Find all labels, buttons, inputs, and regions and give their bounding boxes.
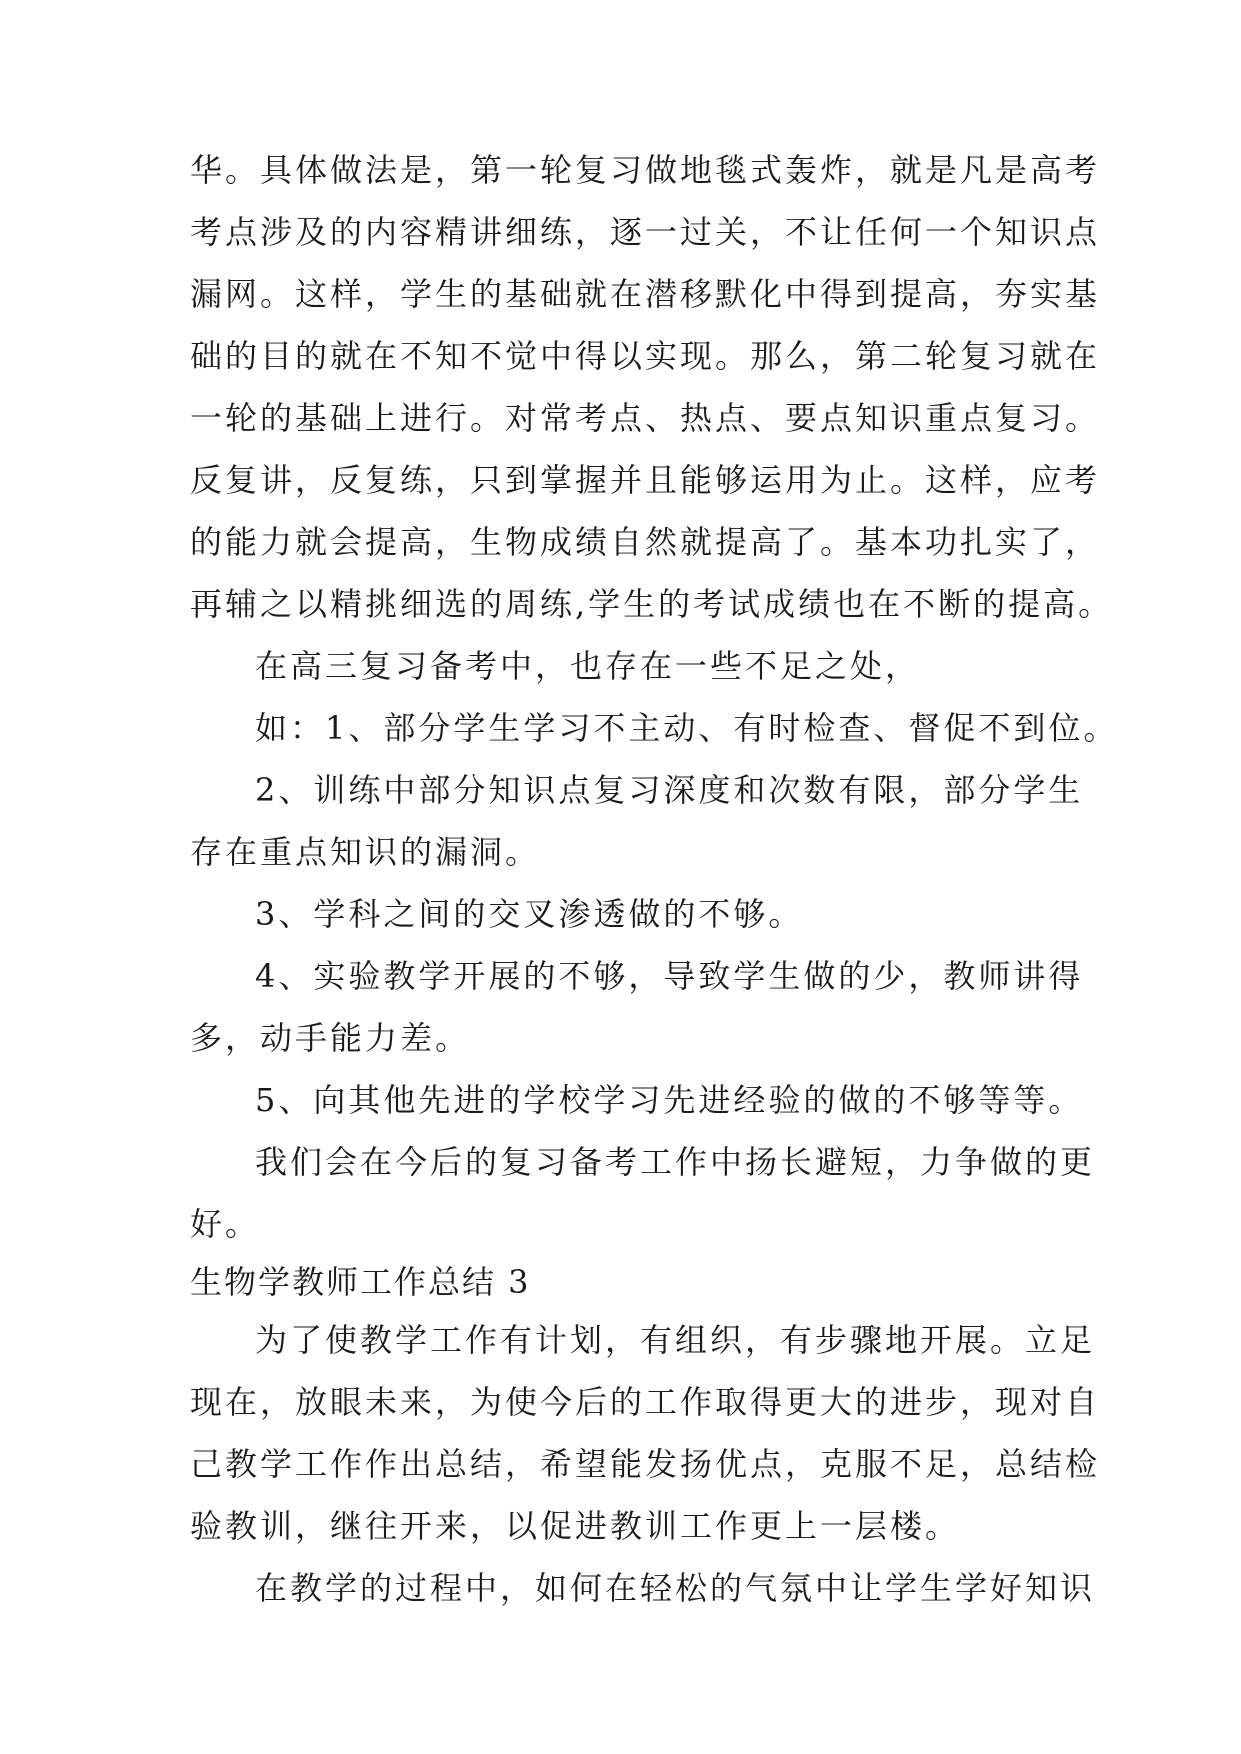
paragraph-first-line: 为了使教学工作有计划，有组织，有步骤地开展。立足 <box>255 1321 1096 1359</box>
text-line: 再辅之以精挑细选的周练,学生的考试成绩也在不断的提高。 <box>190 585 1114 623</box>
text-line: 己教学工作作出总结，希望能发扬优点，克服不足，总结检 <box>190 1445 1101 1483</box>
text-line: 现在，放眼未来，为使今后的工作取得更大的进步，现对自 <box>190 1383 1101 1421</box>
text-line: 的能力就会提高，生物成绩自然就提高了。基本功扎实了， <box>190 523 1101 561</box>
text-line: 存在重点知识的漏洞。 <box>190 833 541 871</box>
list-item: 如：1、部分学生学习不主动、有时检查、督促不到位。 <box>255 709 1119 747</box>
text-line: 好。 <box>190 1205 261 1243</box>
list-item: 3、学科之间的交叉渗透做的不够。 <box>255 895 804 933</box>
text-line: 反复讲，反复练，只到掌握并且能够运用为止。这样，应考 <box>190 461 1101 499</box>
text-line: 础的目的就在不知不觉中得以实现。那么，第二轮复习就在 <box>190 337 1101 375</box>
paragraph-first-line: 在教学的过程中，如何在轻松的气氛中让学生学好知识 <box>255 1569 1096 1607</box>
list-item: 5、向其他先进的学校学习先进经验的做的不够等等。 <box>255 1081 1084 1119</box>
text-line: 考点涉及的内容精讲细练，逐一过关，不让任何一个知识点 <box>190 213 1101 251</box>
list-item: 4、实验教学开展的不够，导致学生做的少，教师讲得 <box>255 957 1084 995</box>
section-heading: 生物学教师工作总结 3 <box>190 1263 531 1301</box>
paragraph-first-line: 我们会在今后的复习备考工作中扬长避短，力争做的更 <box>255 1143 1096 1181</box>
text-line: 多，动手能力差。 <box>190 1019 471 1057</box>
paragraph-first-line: 在高三复习备考中，也存在一些不足之处， <box>255 647 921 685</box>
text-line: 华。具体做法是，第一轮复习做地毯式轰炸，就是凡是高考 <box>190 151 1101 189</box>
list-item: 2、训练中部分知识点复习深度和次数有限，部分学生 <box>255 771 1084 809</box>
text-line: 验教训，继往开来，以促进教训工作更上一层楼。 <box>190 1507 961 1545</box>
text-line: 一轮的基础上进行。对常考点、热点、要点知识重点复习。 <box>190 399 1101 437</box>
text-line: 漏网。这样，学生的基础就在潜移默化中得到提高，夯实基 <box>190 275 1101 313</box>
